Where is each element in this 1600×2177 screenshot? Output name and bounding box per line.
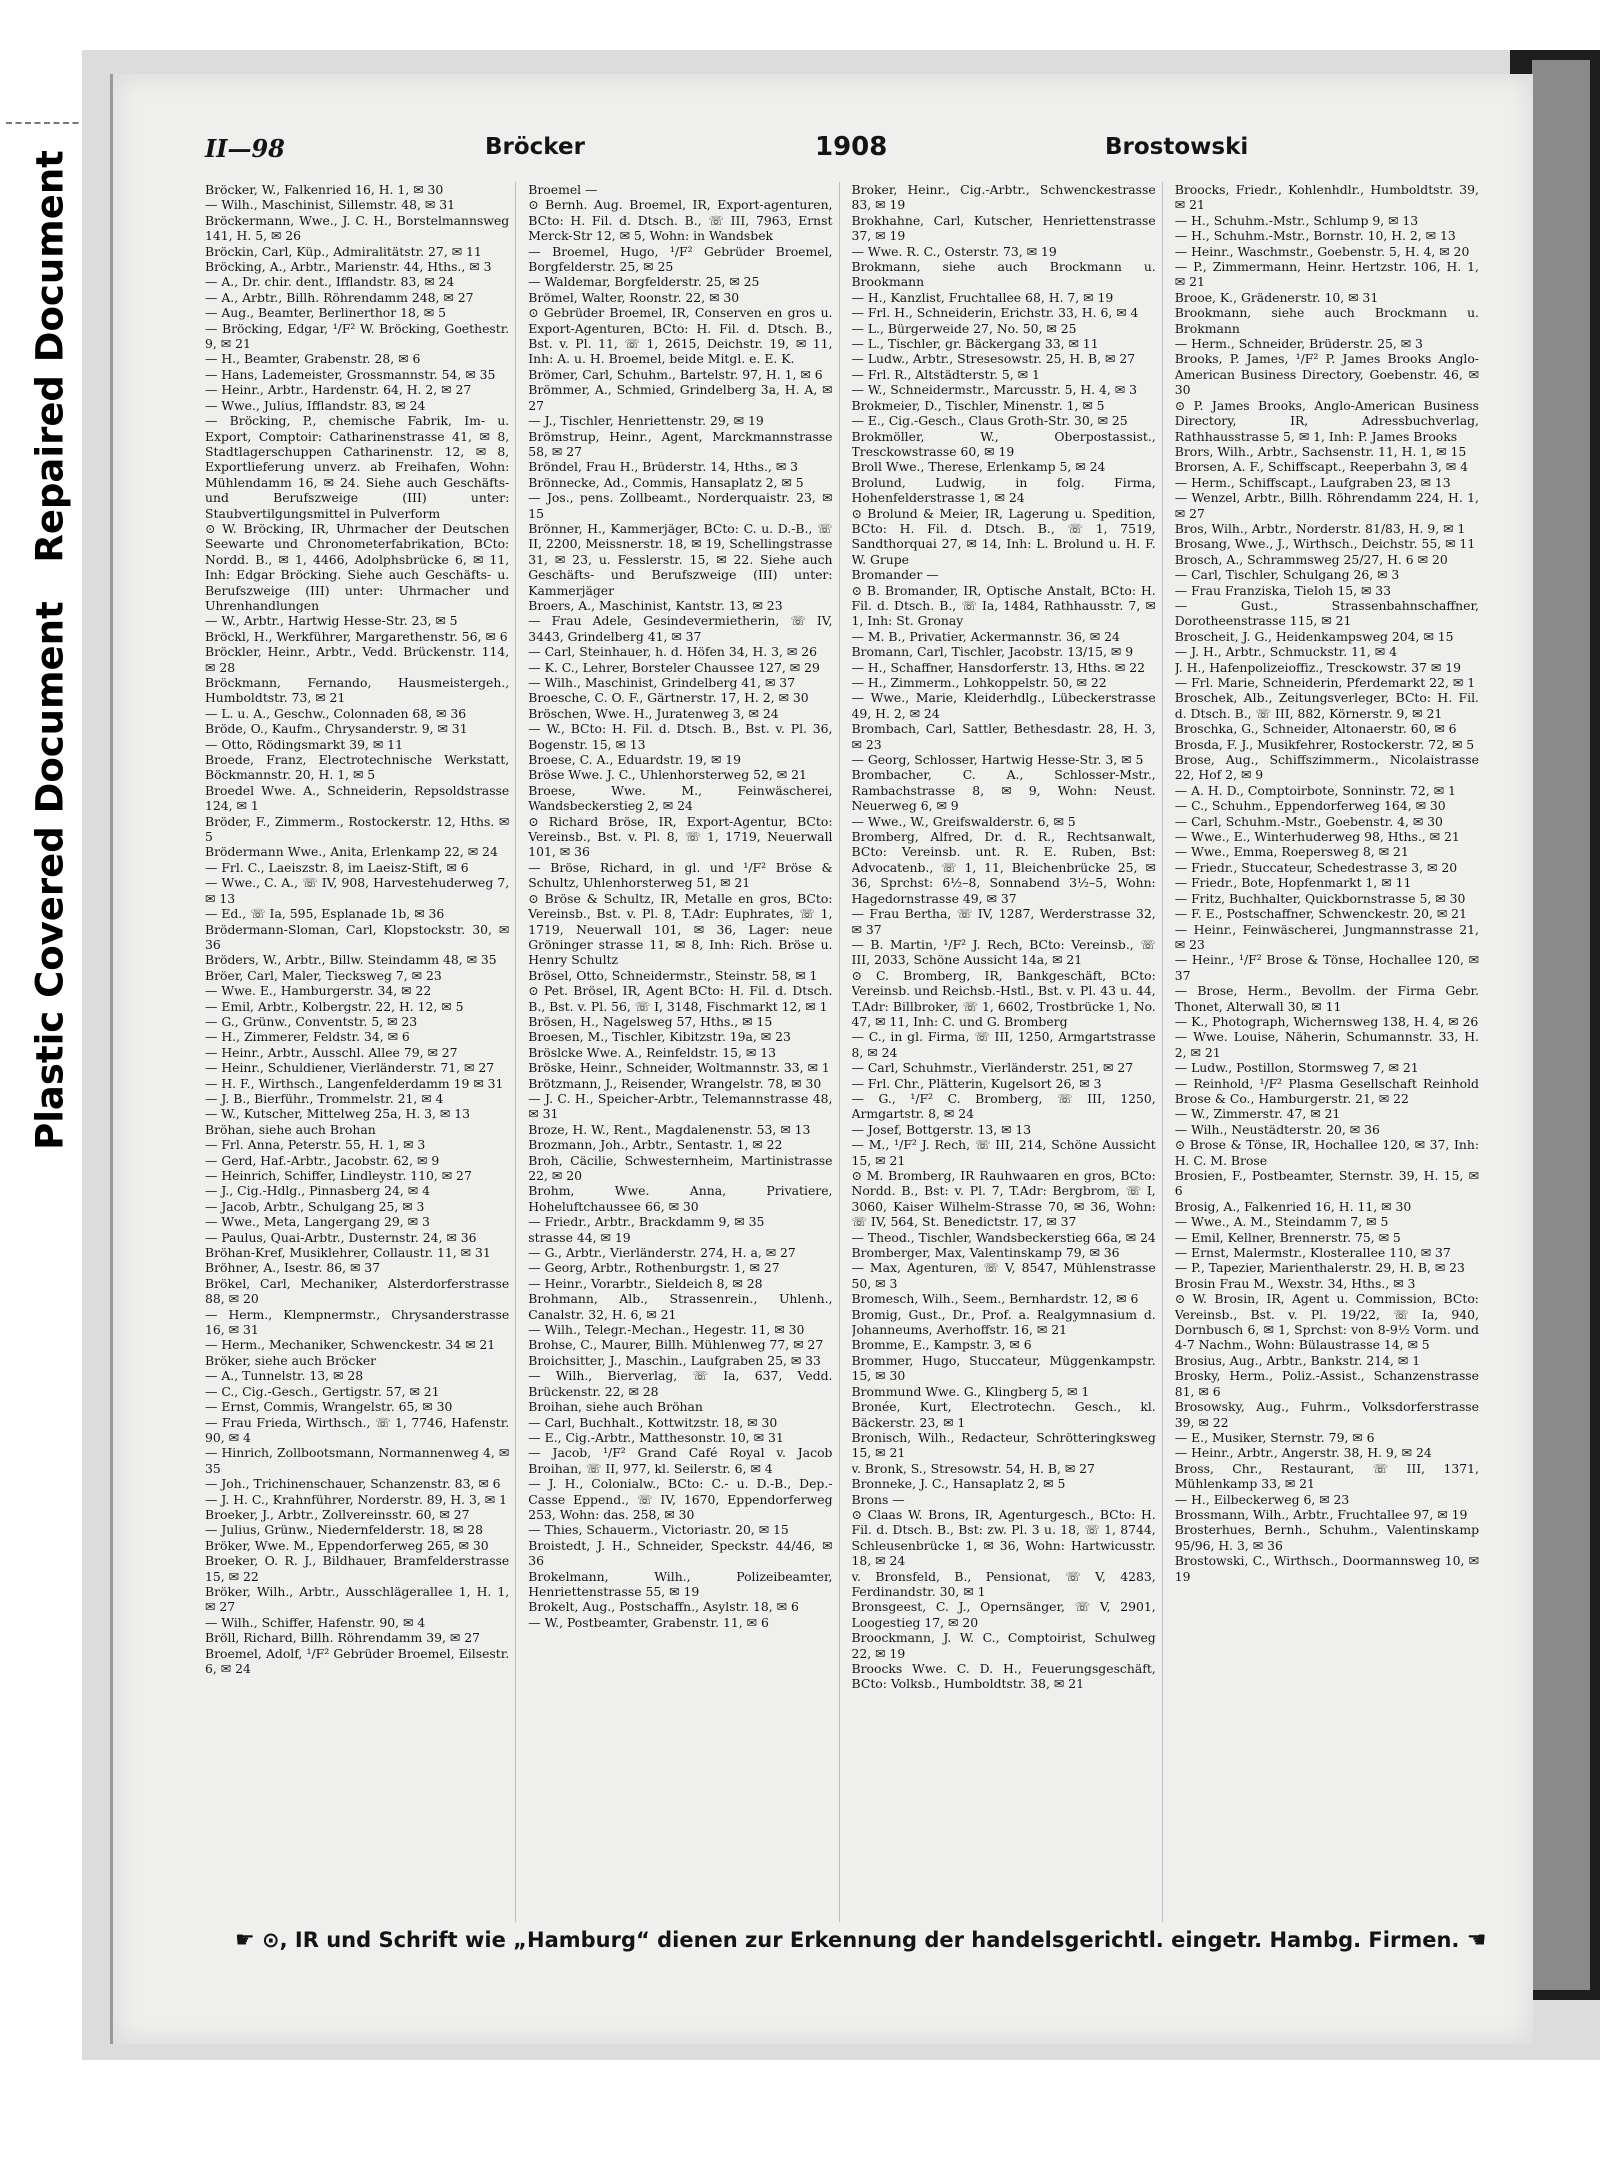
directory-entry: — H., Beamter, Grabenstr. 28, ✉ 6 xyxy=(205,351,421,367)
directory-entry: — Wwe., E., Winterhuderweg 98, Hths., ✉ 21 xyxy=(1174,829,1460,845)
directory-entry: Bromberg, Alfred, Dr. d. R., Rechtsanwalt, BCto: Vereinsb. unt. R. E. Ruben, Bst: Advocatenb., ☏ 1, 11, Bleichenbrücke 25, ✉ 36, Sprchst: 6½–8, Sonnabend 3½–5, Wohn: Hagedornstrasse 49, ✉ 37 xyxy=(851,829,1156,906)
directory-entry: Broese, C. A., Eduardstr. 19, ✉ 19 xyxy=(528,752,742,768)
directory-entry: — Carl, Schuhmstr., Vierländerstr. 251, ✉ 27 xyxy=(851,1060,1134,1076)
directory-entry: ⊙ Gebrüder Broemel, IR, Conserven en gros u. Export-Agenturen, BCto: H. Fil. d. Dtsch. B., Bst. v. Pl. 11, ☏ 1, 2615, Deichstr. 19, ✉ 11, Inh: A. u. H. Broemel, beide Mitgl. e. E. K. xyxy=(528,305,833,367)
page-footer xyxy=(235,1928,1487,1953)
directory-entry: Brose, Aug., Schiffszimmerm., Nicolaistrasse 22, Hof 2, ✉ 9 xyxy=(1174,752,1479,783)
directory-entry: Broede, Franz, Electrotechnische Werkstatt, Böckmannstr. 20, H. 1, ✉ 5 xyxy=(205,752,510,783)
directory-entry: ⊙ M. Bromberg, IR Rauhwaaren en gros, BCto: Nordd. B., Bst: v. Pl. 7, T.Adr: Bergbrom, ☏ I, 3060, Kaiser Wilhelm-Strasse 70, ✉ 36, Wohn: ☏ IV, 564, St. Benedictstr. 17, ✉ 37 xyxy=(851,1168,1156,1230)
directory-entry: — Jacob, Arbtr., Schulgang 25, ✉ 3 xyxy=(205,1198,425,1214)
directory-entry: Broihan, siehe auch Bröhan xyxy=(528,1399,703,1415)
directory-entry: — Brose, Herm., Bevollm. der Firma Gebr. Thonet, Alterwall 30, ✉ 11 xyxy=(1174,983,1479,1014)
directory-entry: Brödermann-Sloman, Carl, Klopstockstr. 30, ✉ 36 xyxy=(205,921,510,952)
directory-entry: Brömel, Walter, Roonstr. 22, ✉ 30 xyxy=(528,289,740,305)
directory-entry: Brohm, Wwe. Anna, Privatiere, Hoheluftchaussee 66, ✉ 30 xyxy=(528,1183,833,1214)
directory-entry: Broemel — xyxy=(528,182,598,197)
directory-entry: Brömmer, A., Schmied, Grindelberg 3a, H. A, ✉ 27 xyxy=(528,382,833,413)
directory-entry: Bröker, Wwe. M., Eppendorferweg 265, ✉ 30 xyxy=(205,1537,489,1553)
directory-page xyxy=(205,128,1485,2008)
directory-entry: — P., Zimmermann, Heinr. Hertzstr. 106, H. 1, ✉ 21 xyxy=(1174,259,1479,290)
directory-entry: Brosda, F. J., Musikfehrer, Rostockerstr. 72, ✉ 5 xyxy=(1174,736,1475,752)
column-4 xyxy=(1175,182,1485,1922)
directory-entry: Bröcker, W., Falkenried 16, H. 1, ✉ 30 xyxy=(205,182,444,197)
directory-entry: Brorsen, A. F., Schiffscapt., Reeperbahn 3, ✉ 4 xyxy=(1174,459,1468,475)
directory-entry: Bröckermann, Wwe., J. C. H., Borstelmannsweg 141, H. 5, ✉ 26 xyxy=(205,212,510,244)
directory-entry: — W., Postbeamter, Grabenstr. 11, ✉ 6 xyxy=(528,1614,769,1630)
directory-entry: — Carl, Buchhalt., Kottwitzstr. 18, ✉ 30 xyxy=(528,1414,778,1430)
directory-entry: — Georg, Arbtr., Rothenburgstr. 1, ✉ 27 xyxy=(528,1260,780,1276)
directory-entry: — G., Arbtr., Vierländerstr. 274, H. a, ✉ 27 xyxy=(528,1245,796,1261)
directory-entry: — Frau Frieda, Wirthsch., ☏ 1, 7746, Hafenstr. 90, ✉ 4 xyxy=(205,1414,510,1445)
directory-entry: Bröer, Carl, Maler, Tiecksweg 7, ✉ 23 xyxy=(205,967,442,983)
directory-entry: — Carl, Steinhauer, h. d. Höfen 34, H. 3, ✉ 26 xyxy=(528,644,818,660)
directory-entry: — H., Zimmerer, Feldstr. 34, ✉ 6 xyxy=(205,1029,410,1045)
page-number: II—98 xyxy=(205,134,285,163)
directory-entry: Bromann, Carl, Tischler, Jacobstr. 13/15, ✉ 9 xyxy=(851,644,1134,660)
directory-entry: Bröske, Heinr., Schneider, Woltmannstr. 33, ✉ 1 xyxy=(528,1060,830,1076)
directory-entry: — Broemel, Hugo, ¹/F² Gebrüder Broemel, Borgfelderstr. 25, ✉ 25 xyxy=(528,243,833,275)
directory-entry: — E., Cig.-Arbtr., Matthesonstr. 10, ✉ 31 xyxy=(528,1429,784,1445)
directory-entry: — Frau Franziska, Tieloh 15, ✉ 33 xyxy=(1174,582,1392,598)
directory-entry: ⊙ Pet. Brösel, IR, Agent BCto: H. Fil. d. Dtsch. B., Bst. v. Pl. 56, ☏ I, 3148, Fischmarkt 12, ✉ 1 xyxy=(528,983,833,1014)
directory-entry: — J., Tischler, Henriettenstr. 29, ✉ 19 xyxy=(528,413,764,429)
directory-entry: Bröndel, Frau H., Brüderstr. 14, Hths., ✉ 3 xyxy=(528,459,799,475)
side-stamp-text xyxy=(29,150,72,1150)
directory-entry: — Bröcking, P., chemische Fabrik, Im- u. Export, Comptoir: Catharinenstrasse 41, ✉ 8, Stadtlagerschuppen Catharinenstr. 12, ✉ 8, Exportlieferung unverz. ab Freihafen, Wohn: Mühlendamm 16, ✉ 24. Siehe auch Geschäfts- und Berufszweige (III) unter: Staubvertilgungsmittel in Pulverform xyxy=(205,413,510,521)
directory-entry: — Wwe. R. C., Osterstr. 73, ✉ 19 xyxy=(851,243,1057,259)
directory-entry: Bröckin, Carl, Küp., Admiralitätstr. 27, ✉ 11 xyxy=(205,243,482,259)
edition-year: 1908 xyxy=(815,132,888,162)
directory-entry: Bröckmann, Fernando, Hausmeistergeh., Humboldtstr. 73, ✉ 21 xyxy=(205,675,510,706)
directory-entry: — Friedr., Stuccateur, Schedestrasse 3, ✉ 20 xyxy=(1174,859,1458,875)
directory-entry: Brödermann Wwe., Anita, Erlenkamp 22, ✉ 24 xyxy=(205,844,498,860)
directory-entry: — Ernst, Malermstr., Klosterallee 110, ✉ 37 xyxy=(1174,1245,1451,1261)
directory-entry: — Julius, Grünw., Niedernfelderstr. 18, ✉ 28 xyxy=(205,1522,484,1538)
directory-entry: — H., Schuhm.-Mstr., Schlump 9, ✉ 13 xyxy=(1174,212,1419,228)
directory-entry: — Ernst, Commis, Wrangelstr. 65, ✉ 30 xyxy=(205,1399,453,1415)
directory-entry: — W., Arbtr., Hartwig Hesse-Str. 23, ✉ 5 xyxy=(205,613,458,629)
directory-entry: — K. C., Lehrer, Borsteler Chaussee 127, ✉ 29 xyxy=(528,659,820,675)
directory-entry: — G., Grünw., Conventstr. 5, ✉ 23 xyxy=(205,1013,418,1029)
directory-entry: — Heinr., Feinwäscherei, Jungmannstrasse 21, ✉ 23 xyxy=(1174,921,1479,952)
directory-entry: — G., ¹/F² C. Bromberg, ☏ III, 1250, Armgartstr. 8, ✉ 24 xyxy=(851,1090,1156,1122)
directory-entry: — Fritz, Buchhalter, Quickbornstrasse 5, ✉ 30 xyxy=(1174,890,1466,906)
directory-entry: Brohmann, Alb., Strassenrein., Uhlenh., Canalstr. 32, H. 6, ✉ 21 xyxy=(528,1291,833,1322)
directory-entry: — L. u. A., Geschw., Colonnaden 68, ✉ 36 xyxy=(205,705,467,721)
directory-entry: Bromberger, Max, Valentinskamp 79, ✉ 36 xyxy=(851,1245,1120,1261)
footer-note: ⊙, IR und Schrift wie „Hamburg“ dienen zur Erkennung der handelsgerichtl. eingetr. Hambg. Firmen. xyxy=(262,1928,1460,1952)
directory-entry: — Carl, Schuhm.-Mstr., Goebenstr. 4, ✉ 30 xyxy=(1174,813,1443,829)
directory-entry: Broesche, C. O. F., Gärtnerstr. 17, H. 2, ✉ 30 xyxy=(528,690,809,706)
running-head xyxy=(205,128,1485,170)
directory-entry: — J. H., Arbtr., Schmuckstr. 11, ✉ 4 xyxy=(1174,644,1397,660)
directory-entry: Bröder, F., Zimmerm., Rostockerstr. 12, Hths. ✉ 5 xyxy=(205,813,510,845)
directory-entry: — Josef, Bottgerstr. 13, ✉ 13 xyxy=(851,1121,1032,1137)
directory-entry: — Bröse, Richard, in gl. und ¹/F² Bröse & Schultz, Uhlenhorsterweg 51, ✉ 21 xyxy=(528,859,833,891)
directory-entry: Broichsitter, J., Maschin., Laufgraben 25, ✉ 33 xyxy=(528,1352,821,1368)
directory-entry: — A., Dr. chir. dent., Ifflandstr. 83, ✉ 24 xyxy=(205,274,455,290)
directory-entry: Broscheit, J. G., Heidenkampsweg 204, ✉ 15 xyxy=(1174,628,1454,644)
directory-entry: Brohse, C., Maurer, Billh. Mühlenweg 77, ✉ 27 xyxy=(528,1337,824,1353)
directory-entry: Bröschen, Wwe. H., Juratenweg 3, ✉ 24 xyxy=(528,705,779,721)
directory-entry: Bröckl, H., Werkführer, Margarethenstr. 56, ✉ 6 xyxy=(205,628,508,644)
directory-entry: Brookmann, siehe auch Brockmann u. Brokmann xyxy=(1174,305,1479,336)
pointing-hand-icon: ☚ xyxy=(1466,1928,1487,1953)
directory-entry: — Jos., pens. Zollbeamt., Norderquaistr. 23, ✉ 15 xyxy=(528,490,833,521)
directory-entry: Broll Wwe., Therese, Erlenkamp 5, ✉ 24 xyxy=(851,459,1106,475)
directory-entry: — B. Martin, ¹/F² J. Rech, BCto: Vereinsb., ☏ III, 2033, Schöne Aussicht 14a, ✉ 21 xyxy=(851,936,1156,968)
directory-entry: Bröker, siehe auch Bröcker xyxy=(205,1352,377,1368)
directory-entry: ⊙ Bröse & Schultz, IR, Metalle en gros, BCto: Vereinsb., Bst. v. Pl. 8, T.Adr: Euphrates, ☏ 1, 1719, Neuerwall 101, ✉ 36, Lager: neue Gröninger strasse 11, ✉ 8, Inh: Rich. Bröse u. Henry Schultz xyxy=(528,890,833,968)
directory-entry: — Herm., Mechaniker, Schwenckestr. 34 ✉ 21 xyxy=(205,1337,496,1353)
directory-entry: — Paulus, Quai-Arbtr., Dusternstr. 24, ✉ 36 xyxy=(205,1229,477,1245)
directory-entry: — L., Bürgerweide 27, No. 50, ✉ 25 xyxy=(851,320,1077,336)
directory-entry: — Wwe., Marie, Kleiderhdlg., Lübeckerstrasse 49, H. 2, ✉ 24 xyxy=(851,690,1156,721)
directory-entry: — Reinhold, ¹/F² Plasma Gesellschaft Reinhold Brose & Co., Hamburgerstr. 21, ✉ 22 xyxy=(1174,1075,1479,1106)
directory-entry: — Friedr., Arbtr., Brackdamm 9, ✉ 35 xyxy=(528,1214,765,1230)
directory-entry: — Frl. Anna, Peterstr. 55, H. 1, ✉ 3 xyxy=(205,1137,426,1153)
directory-entry: Brösel, Otto, Schneidermstr., Steinstr. 58, ✉ 1 xyxy=(528,967,818,983)
directory-entry: Brombach, Carl, Sattler, Bethesdastr. 28, H. 3, ✉ 23 xyxy=(851,721,1156,752)
directory-entry: Brosien, F., Postbeamter, Sternstr. 39, H. 15, ✉ 6 xyxy=(1174,1168,1479,1199)
directory-entry: ⊙ Bernh. Aug. Broemel, IR, Export-agenturen, BCto: H. Fil. d. Dtsch. B., ☏ III, 7963, Ernst Merck-Str 12, ✉ 5, Wohn: in Wandsbek xyxy=(528,197,833,244)
directory-entry: — Heinr., Waschmstr., Goebenstr. 5, H. 4, ✉ 20 xyxy=(1174,243,1470,259)
directory-entry: — H., Schuhm.-Mstr., Bornstr. 10, H. 2, ✉ 13 xyxy=(1174,228,1456,244)
directory-entry: — Herm., Klempnermstr., Chrysanderstrasse 16, ✉ 31 xyxy=(205,1306,510,1338)
directory-entry: ⊙ Claas W. Brons, IR, Agenturgesch., BCto: H. Fil. d. Dtsch. B., Bst: zw. Pl. 3 u. 18, ☏ 1, 8744, Schleusenbrücke 1, ✉ 36, Wohn: Hartwicusstr. 18, ✉ 24 xyxy=(851,1506,1156,1569)
directory-entry: — H., Zimmerm., Lohkoppelstr. 50, ✉ 22 xyxy=(851,675,1107,690)
directory-entry: Bronsgeest, C. J., Opernsänger, ☏ V, 2901, Loogestieg 17, ✉ 20 xyxy=(851,1599,1156,1630)
directory-entry: Brokhahne, Carl, Kutscher, Henriettenstrasse 37, ✉ 19 xyxy=(851,212,1156,244)
directory-entry: — Otto, Rödingsmarkt 39, ✉ 11 xyxy=(205,736,403,752)
directory-entry: Brosang, Wwe., J., Wirthsch., Deichstr. 55, ✉ 11 xyxy=(1174,536,1476,552)
directory-entry: strasse 44, ✉ 19 xyxy=(528,1229,631,1245)
directory-entry: — Frl. H., Schneiderin, Erichstr. 33, H. 6, ✉ 4 xyxy=(851,305,1139,321)
directory-entry: — Ludw., Arbtr., Stresesowstr. 25, H. B, ✉ 27 xyxy=(851,351,1136,367)
directory-entry: Bröde, O., Kaufm., Chrysanderstr. 9, ✉ 31 xyxy=(205,721,468,737)
directory-entry: — Bröcking, Edgar, ¹/F² W. Bröcking, Goethestr. 9, ✉ 21 xyxy=(205,320,510,352)
directory-entry: — Wwe., W., Greifswalderstr. 6, ✉ 5 xyxy=(851,813,1076,829)
directory-entry: ⊙ Brolund & Meier, IR, Lagerung u. Spedition, BCto: H. Fil. d. Dtsch. B., ☏ 1, 7519, Sandthorquai 27, ✉ 14, Inh: L. Brolund u. H. F. W. Grupe xyxy=(851,505,1156,567)
directory-entry: — A., Arbtr., Billh. Röhrendamm 248, ✉ 27 xyxy=(205,289,474,305)
directory-entry: — Frau Bertha, ☏ IV, 1287, Werderstrasse 32, ✉ 37 xyxy=(851,906,1156,937)
directory-entry: — F. E., Postschaffner, Schwenckestr. 20, ✉ 21 xyxy=(1174,906,1467,922)
directory-entry: — W., Zimmerstr. 47, ✉ 21 xyxy=(1174,1106,1341,1122)
directory-entry: — Gust., Strassenbahnschaffner, Dorotheenstrasse 115, ✉ 21 xyxy=(1174,597,1479,629)
directory-entry: Broker, Heinr., Cig.-Arbtr., Schwenckestrasse 83, ✉ 19 xyxy=(851,182,1156,213)
directory-entry: — Waldemar, Borgfelderstr. 25, ✉ 25 xyxy=(528,274,760,290)
directory-entry: J. H., Hafenpolizeioffiz., Tresckowstr. 37 ✉ 19 xyxy=(1174,659,1462,675)
directory-entry: — W., Kutscher, Mittelweg 25a, H. 3, ✉ 13 xyxy=(205,1106,470,1122)
directory-entry: Broedel Wwe. A., Schneiderin, Repsoldstrasse 124, ✉ 1 xyxy=(205,782,510,814)
column-3 xyxy=(852,182,1163,1922)
directory-entry: — J., Cig.-Hdlg., Pinnasberg 24, ✉ 4 xyxy=(205,1183,431,1199)
directory-entry: Brozmann, Joh., Arbtr., Sentastr. 1, ✉ 22 xyxy=(528,1137,783,1153)
directory-entry: Bröhner, A., Isestr. 86, ✉ 37 xyxy=(205,1260,381,1276)
directory-entry: Brosius, Aug., Arbtr., Bankstr. 214, ✉ 1 xyxy=(1174,1352,1421,1368)
directory-entry: — Ludw., Postillon, Stormsweg 7, ✉ 21 xyxy=(1174,1060,1419,1076)
directory-entry: Brostowski, C., Wirthsch., Doormannsweg 10, ✉ 19 xyxy=(1174,1553,1479,1584)
directory-entry: — Hinrich, Zollbootsmann, Normannenweg 4, ✉ 35 xyxy=(205,1445,510,1476)
directory-entry: Bröckler, Heinr., Arbtr., Vedd. Brückenstr. 114, ✉ 28 xyxy=(205,644,510,675)
directory-entry: — Heinr., Arbtr., Hardenstr. 64, H. 2, ✉ 27 xyxy=(205,382,472,398)
directory-entry: Bröker, Wilh., Arbtr., Ausschlägerallee 1, H. 1, ✉ 27 xyxy=(205,1583,510,1615)
directory-entry: Broeker, J., Arbtr., Zollvereinsstr. 60, ✉ 27 xyxy=(205,1506,470,1522)
directory-entry: — P., Tapezier, Marienthalerstr. 29, H. B, ✉ 23 xyxy=(1174,1260,1465,1276)
directory-entry: Brosch, A., Schrammsweg 25/27, H. 6 ✉ 20 xyxy=(1174,551,1448,567)
directory-entry: — Heinrich, Schiffer, Lindleystr. 110, ✉ 27 xyxy=(205,1168,472,1183)
directory-entry: — H. F., Wirthsch., Langenfelderdamm 19 ✉ 31 xyxy=(205,1075,504,1091)
directory-entry: — Wilh., Maschinist, Grindelberg 41, ✉ 37 xyxy=(528,675,796,690)
directory-entry: Broesen, M., Tischler, Kibitzstr. 19a, ✉ 23 xyxy=(528,1029,791,1045)
directory-entry: Bröse Wwe. J. C., Uhlenhorsterweg 52, ✉ 21 xyxy=(528,767,807,783)
directory-entry: — H., Kanzlist, Fruchtallee 68, H. 7, ✉ 19 xyxy=(851,289,1114,305)
directory-entry: — Heinr., Schuldiener, Vierländerstr. 71, ✉ 27 xyxy=(205,1060,495,1076)
directory-entry: — Wilh., Maschinist, Sillemstr. 48, ✉ 31 xyxy=(205,197,456,213)
directory-entry: Brönner, H., Kammerjäger, BCto: C. u. D.-B., ☏ II, 2200, Meissnerstr. 18, ✉ 19, Schellingstrasse 31, ✉ 23, u. Fesslerstr. 15, ✉ 22. Siehe auch Geschäfts- und Berufszweige (III) unter: Kammerjäger xyxy=(528,520,833,598)
directory-entry: — H., Schaffner, Hansdorferstr. 13, Hths. ✉ 22 xyxy=(851,659,1145,675)
directory-entry: — Max, Agenturen, ☏ V, 8547, Mühlenstrasse 50, ✉ 3 xyxy=(851,1260,1156,1291)
directory-entry: — Herm., Schneider, Brüderstr. 25, ✉ 3 xyxy=(1174,336,1423,352)
directory-entry: Broschka, G., Schneider, Altonaerstr. 60, ✉ 6 xyxy=(1174,721,1457,737)
directory-entry: — J. H., Colonialw., BCto: C.- u. D.-B., Dep.-Casse Eppend., ☏ IV, 1670, Eppendorferweg 253, Wohn: das. 258, ✉ 30 xyxy=(528,1476,833,1522)
directory-entry: Bromander — xyxy=(851,567,939,583)
directory-entry: Bröcking, A., Arbtr., Marienstr. 44, Hths., ✉ 3 xyxy=(205,259,492,275)
directory-entry: Broockmann, J. W. C., Comptoirist, Schulweg 22, ✉ 19 xyxy=(851,1630,1156,1661)
directory-entry: — Heinr., ¹/F² Brose & Tönse, Hochallee 120, ✉ 37 xyxy=(1174,952,1479,983)
directory-entry: Broese, Wwe. M., Feinwäscherei, Wandsbeckerstieg 2, ✉ 24 xyxy=(528,782,833,814)
directory-entry: — W., Schneidermstr., Marcusstr. 5, H. 4, ✉ 3 xyxy=(851,382,1138,398)
directory-entry: Brönnecke, Ad., Commis, Hansaplatz 2, ✉ 5 xyxy=(528,474,804,490)
directory-entry: Bronneke, J. C., Hansaplatz 2, ✉ 5 xyxy=(851,1476,1066,1492)
directory-entry: — Emil, Arbtr., Kolbergstr. 22, H. 12, ✉ 5 xyxy=(205,998,464,1014)
directory-entry: — Heinr., Vorarbtr., Sieldeich 8, ✉ 28 xyxy=(528,1275,763,1291)
directory-entry: — Frl. Chr., Plätterin, Kugelsort 26, ✉ 3 xyxy=(851,1075,1102,1091)
directory-entry: Brommund Wwe. G., Klingberg 5, ✉ 1 xyxy=(851,1383,1090,1399)
directory-entry: Brooe, K., Grädenerstr. 10, ✉ 31 xyxy=(1174,289,1379,305)
directory-entry: Brosterhues, Bernh., Schuhm., Valentinskamp 95/96, H. 3, ✉ 36 xyxy=(1174,1522,1479,1553)
directory-entry: — A., Tunnelstr. 13, ✉ 28 xyxy=(205,1368,364,1384)
directory-entry: — Wilh., Schiffer, Hafenstr. 90, ✉ 4 xyxy=(205,1614,426,1630)
directory-entry: ⊙ P. James Brooks, Anglo-American Business Directory, IR, Adressbuchverlag, Rathhausstrasse 5, ✉ 1, Inh: P. James Brooks xyxy=(1174,397,1479,444)
directory-entry: Brombacher, C. A., Schlosser-Mstr., Rambachstrasse 8, ✉ 9, Wohn: Neust. Neuerweg 6, ✉ 9 xyxy=(851,767,1156,814)
directory-entry: — Georg, Schlosser, Hartwig Hesse-Str. 3, ✉ 5 xyxy=(851,752,1144,768)
directory-entry: — Wilh., Bierverlag, ☏ Ia, 637, Vedd. Brückenstr. 22, ✉ 28 xyxy=(528,1368,833,1399)
directory-entry: Bronisch, Wilh., Redacteur, Schrötteringksweg 15, ✉ 21 xyxy=(851,1429,1156,1461)
directory-entry: Bröslcke Wwe. A., Reinfeldstr. 15, ✉ 13 xyxy=(528,1044,777,1060)
directory-entry: ⊙ W. Brosin, IR, Agent u. Commission, BCto: Vereinsb., Bst. v. Pl. 19/22, ☏ Ia, 940, Dornbusch 6, ✉ 1, Sprchst: von 8-9½ Vorm. und 4-7 Nachm., Wohn: Bülaustrasse 14, ✉ 5 xyxy=(1174,1291,1479,1353)
directory-entry: Broemel, Adolf, ¹/F² Gebrüder Broemel, Eilsestr. 6, ✉ 24 xyxy=(205,1645,510,1676)
directory-entry: Bromme, E., Kampstr. 3, ✉ 6 xyxy=(851,1337,1032,1353)
directory-entry: Brokmann, siehe auch Brockmann u. Brookmann xyxy=(851,259,1156,290)
directory-entry: Brokelt, Aug., Postschaffn., Asylstr. 18, ✉ 6 xyxy=(528,1599,799,1615)
directory-entry: — Gerd, Haf.-Arbtr., Jacobstr. 62, ✉ 9 xyxy=(205,1152,440,1168)
directory-entry: Bröll, Richard, Billh. Röhrendamm 39, ✉ 27 xyxy=(205,1630,480,1646)
directory-entry: — J. H. C., Krahnführer, Norderstr. 89, H. 3, ✉ 1 xyxy=(205,1491,507,1507)
directory-entry: — L., Tischler, gr. Bäckergang 33, ✉ 11 xyxy=(851,336,1099,352)
directory-entry: — Wwe., A. M., Steindamm 7, ✉ 5 xyxy=(1174,1214,1389,1230)
directory-entry: Bröhan, siehe auch Brohan xyxy=(205,1121,376,1137)
directory-entry: — A. H. D., Comptoirbote, Sonninstr. 72, ✉ 1 xyxy=(1174,782,1456,798)
directory-entry: — Frl. Marie, Schneiderin, Pferdemarkt 22, ✉ 1 xyxy=(1174,675,1476,690)
directory-entry: — E., Musiker, Sternstr. 79, ✉ 6 xyxy=(1174,1429,1375,1445)
directory-entry: — Aug., Beamter, Berlinerthor 18, ✉ 5 xyxy=(205,305,446,321)
directory-entry: ⊙ C. Bromberg, IR, Bankgeschäft, BCto: Vereinsb. und Reichsb.-Hstl., Bst. v. Pl. 43 u. 44, T.Adr: Billbroker, ☏ 1, 6602, Trostbrücke 1, No. 47, ✉ 11, Inh: C. und G. Bromberg xyxy=(851,967,1156,1029)
directory-entry: — Heinr., Arbtr., Angerstr. 38, H. 9, ✉ 24 xyxy=(1174,1445,1432,1461)
directory-entry: — Wwe. Louise, Näherin, Schumannstr. 33, H. 2, ✉ 21 xyxy=(1174,1029,1479,1060)
directory-entry: Brokmeier, D., Tischler, Minenstr. 1, ✉ 5 xyxy=(851,397,1105,413)
directory-entry: v. Bronk, S., Stresowstr. 54, H. B, ✉ 27 xyxy=(851,1460,1095,1476)
directory-entry: Broocks, Friedr., Kohlenhdlr., Humboldtstr. 39, ✉ 21 xyxy=(1174,182,1479,213)
stamp-line-1: Plastic Covered Document xyxy=(28,601,72,1150)
directory-entry: Brossmann, Wilh., Arbtr., Fruchtallee 97, ✉ 19 xyxy=(1174,1506,1468,1522)
directory-entry: — Jacob, ¹/F² Grand Café Royal v. Jacob Broihan, ☏ II, 977, kl. Seilerstr. 6, ✉ 4 xyxy=(528,1445,833,1476)
directory-entry: Broh, Cäcilie, Schwesternheim, Martinistrasse 22, ✉ 20 xyxy=(528,1152,833,1183)
directory-entry: Bromig, Gust., Dr., Prof. a. Realgymnasium d. Johanneums, Averhoffstr. 16, ✉ 21 xyxy=(851,1306,1156,1338)
directory-entry: Brokmöller, W., Oberpostassist., Tresckowstrasse 60, ✉ 19 xyxy=(851,428,1156,459)
directory-columns xyxy=(205,182,1485,1922)
directory-entry: Brösen, H., Nagelsweg 57, Hths., ✉ 15 xyxy=(528,1013,773,1029)
directory-entry: — J. C. H., Speicher-Arbtr., Telemannstrasse 48, ✉ 31 xyxy=(528,1090,833,1122)
directory-entry: — Friedr., Bote, Hopfenmarkt 1, ✉ 11 xyxy=(1174,875,1412,891)
scanner-edge-inner xyxy=(1532,60,1590,1990)
directory-entry: Bröhan-Kref, Musiklehrer, Collaustr. 11, ✉ 31 xyxy=(205,1245,491,1261)
directory-entry: Brommer, Hugo, Stuccateur, Müggenkampstr. 15, ✉ 30 xyxy=(851,1352,1156,1384)
directory-entry: Brosky, Herm., Poliz.-Assist., Schanzenstrasse 81, ✉ 6 xyxy=(1174,1368,1479,1399)
directory-entry: Brömer, Carl, Schuhm., Bartelstr. 97, H. 1, ✉ 6 xyxy=(528,366,823,382)
directory-entry: ⊙ Brose & Tönse, IR, Hochallee 120, ✉ 37, Inh: H. C. M. Brose xyxy=(1174,1137,1479,1168)
directory-entry: Brosin Frau M., Wexstr. 34, Hths., ✉ 3 xyxy=(1174,1275,1416,1291)
directory-entry: — Herm., Schiffscapt., Laufgraben 23, ✉ 13 xyxy=(1174,474,1451,490)
directory-entry: — W., BCto: H. Fil. d. Dtsch. B., Bst. v. Pl. 36, Bogenstr. 15, ✉ 13 xyxy=(528,721,833,752)
column-2 xyxy=(528,182,839,1922)
directory-entry: Brolund, Ludwig, in folg. Firma, Hohenfelderstrasse 1, ✉ 24 xyxy=(851,474,1156,506)
directory-entry: — Frl. C., Laeiszstr. 8, im Laeisz-Stift, ✉ 6 xyxy=(205,859,469,875)
directory-entry: — Joh., Trichinenschauer, Schanzenstr. 83, ✉ 6 xyxy=(205,1476,501,1492)
directory-entry: Brökel, Carl, Mechaniker, Alsterdorferstrasse 88, ✉ 20 xyxy=(205,1275,510,1307)
directory-entry: — Thies, Schauerm., Victoriastr. 20, ✉ 15 xyxy=(528,1522,789,1538)
directory-entry: — Wwe. E., Hamburgerstr. 34, ✉ 22 xyxy=(205,983,432,999)
directory-entry: — Hans, Lademeister, Grossmannstr. 54, ✉ 35 xyxy=(205,366,496,382)
directory-entry: — Wilh., Telegr.-Mechan., Hegestr. 11, ✉ 30 xyxy=(528,1322,805,1338)
directory-entry: — Wilh., Neustädterstr. 20, ✉ 36 xyxy=(1174,1121,1380,1137)
directory-entry: — Frau Adele, Gesindevermietherin, ☏ IV, 3443, Grindelberg 41, ✉ 37 xyxy=(528,613,833,644)
column-1 xyxy=(205,182,516,1922)
directory-entry: — Wwe., Emma, Roepersweg 8, ✉ 21 xyxy=(1174,844,1409,860)
directory-entry: Broze, H. W., Rent., Magdalenenstr. 53, ✉ 13 xyxy=(528,1121,811,1137)
directory-entry: — Emil, Kellner, Brennerstr. 75, ✉ 5 xyxy=(1174,1229,1401,1245)
directory-entry: Brors, Wilh., Arbtr., Sachsenstr. 11, H. 1, ✉ 15 xyxy=(1174,443,1467,459)
directory-entry: ⊙ Richard Bröse, IR, Export-Agentur, BCto: Vereinsb., Bst. v. Pl. 8, ☏ 1, 1719, Neuerwall 101, ✉ 36 xyxy=(528,813,833,860)
directory-entry: Brokelmann, Wilh., Polizeibeamter, Henriettenstrasse 55, ✉ 19 xyxy=(528,1568,833,1599)
directory-entry: — K., Photograph, Wichernsweg 138, H. 4, ✉ 26 xyxy=(1174,1013,1479,1029)
directory-entry: Broocks Wwe. C. D. H., Feuerungsgeschäft, BCto: Volksb., Humboldtstr. 38, ✉ 21 xyxy=(851,1661,1156,1692)
directory-entry: Bröders, W., Arbtr., Billw. Steindamm 48, ✉ 35 xyxy=(205,952,497,968)
directory-entry: v. Bronsfeld, B., Pensionat, ☏ V, 4283, Ferdinandstr. 30, ✉ 1 xyxy=(851,1568,1156,1599)
directory-entry: — J. B., Bierführ., Trommelstr. 21, ✉ 4 xyxy=(205,1090,444,1106)
directory-entry: — Wenzel, Arbtr., Billh. Röhrendamm 224, H. 1, ✉ 27 xyxy=(1174,490,1479,521)
directory-entry: — Wwe., Julius, Ifflandstr. 83, ✉ 24 xyxy=(205,397,426,413)
directory-entry: ⊙ W. Bröcking, IR, Uhrmacher der Deutschen Seewarte und Chronometerfabrikation, BCto: Nordd. B., ✉ 1, 4466, Adolphsbrücke 6, ✉ 11, Inh: Edgar Bröcking. Siehe auch Geschäfts- u. Berufszweige (III) unter: Uhrmacher und Uhrenhandlungen xyxy=(205,520,510,613)
pointing-hand-icon: ☛ xyxy=(235,1928,255,1953)
directory-entry: — Carl, Tischler, Schulgang 26, ✉ 3 xyxy=(1174,567,1400,583)
directory-entry: Broeker, O. R. J., Bildhauer, Bramfelderstrasse 15, ✉ 22 xyxy=(205,1553,510,1584)
right-catchword: Brostowski xyxy=(1105,134,1249,160)
directory-entry: Brooks, P. James, ¹/F² P. James Brooks Anglo-American Business Directory, Goebenstr. 46, ✉ 30 xyxy=(1174,351,1479,398)
directory-entry: — Heinr., Arbtr., Ausschl. Allee 79, ✉ 27 xyxy=(205,1044,458,1060)
directory-entry: Brosig, A., Falkenried 16, H. 11, ✉ 30 xyxy=(1174,1198,1412,1214)
directory-entry: ⊙ B. Bromander, IR, Optische Anstalt, BCto: H. Fil. d. Dtsch. B., ☏ Ia, 1484, Rathhausstr. 7, ✉ 1, Inh: St. Gronay xyxy=(851,582,1156,629)
directory-entry: Brötzmann, J., Reisender, Wrangelstr. 78, ✉ 30 xyxy=(528,1075,822,1091)
directory-entry: — C., in gl. Firma, ☏ III, 1250, Armgartstrasse 8, ✉ 24 xyxy=(851,1029,1156,1060)
directory-entry: Brosowsky, Aug., Fuhrm., Volksdorferstrasse 39, ✉ 22 xyxy=(1174,1399,1479,1430)
directory-entry: — Ed., ☏ Ia, 595, Esplanade 1b, ✉ 36 xyxy=(205,906,445,922)
directory-entry: Broers, A., Maschinist, Kantstr. 13, ✉ 23 xyxy=(528,597,783,613)
directory-entry: — M. B., Privatier, Ackermannstr. 36, ✉ 24 xyxy=(851,628,1120,644)
directory-entry: — C., Schuhm., Eppendorferweg 164, ✉ 30 xyxy=(1174,798,1446,814)
directory-entry: Brömstrup, Heinr., Agent, Marckmannstrasse 58, ✉ 27 xyxy=(528,428,833,459)
directory-entry: — H., Eilbeckerweg 6, ✉ 23 xyxy=(1174,1491,1350,1507)
directory-entry: Brons — xyxy=(851,1491,905,1507)
directory-entry: Bros, Wilh., Arbtr., Norderstr. 81/83, H. 9, ✉ 1 xyxy=(1174,520,1466,536)
directory-entry: — C., Cig.-Gesch., Gertigstr. 57, ✉ 21 xyxy=(205,1383,440,1399)
directory-entry: Bross, Chr., Restaurant, ☏ III, 1371, Mühlenkamp 33, ✉ 21 xyxy=(1174,1460,1479,1492)
directory-entry: Bromesch, Wilh., Seem., Bernhardstr. 12, ✉ 6 xyxy=(851,1291,1139,1307)
left-catchword: Bröcker xyxy=(485,134,585,160)
directory-entry: — Frl. R., Altstädterstr. 5, ✉ 1 xyxy=(851,366,1040,382)
stamp-line-2: Repaired Document xyxy=(28,150,72,563)
directory-entry: — M., ¹/F² J. Rech, ☏ III, 214, Schöne Aussicht 15, ✉ 21 xyxy=(851,1137,1156,1168)
directory-entry: Broschek, Alb., Zeitungsverleger, BCto: H. Fil. d. Dtsch. B., ☏ III, 882, Körnerstr. 9, ✉ 21 xyxy=(1174,690,1479,721)
directory-entry: — E., Cig.-Gesch., Claus Groth-Str. 30, ✉ 25 xyxy=(851,413,1128,429)
directory-entry: Bronée, Kurt, Electrotechn. Gesch., kl. Bäckerstr. 23, ✉ 1 xyxy=(851,1399,1156,1430)
directory-entry: — Wwe., C. A., ☏ IV, 908, Harvestehuderweg 7, ✉ 13 xyxy=(205,875,510,906)
directory-entry: — Theod., Tischler, Wandsbeckerstieg 66a, ✉ 24 xyxy=(851,1229,1156,1245)
directory-entry: — Wwe., Meta, Langergang 29, ✉ 3 xyxy=(205,1214,430,1230)
directory-entry: Broistedt, J. H., Schneider, Speckstr. 44/46, ✉ 36 xyxy=(528,1537,833,1569)
